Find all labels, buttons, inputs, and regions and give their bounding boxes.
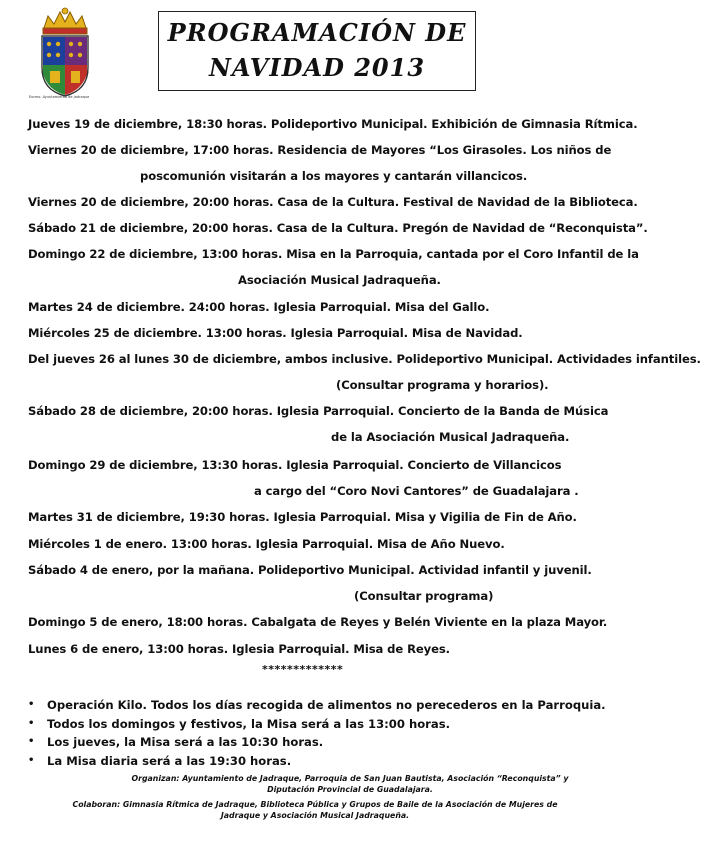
event-15: Lunes 6 de enero, 13:00 horas. Iglesia Parroquial. Misa de Reyes. [28, 642, 450, 656]
event-10-cont: a cargo del “Coro Novi Cantores” de Guadalajara . [254, 484, 579, 498]
note-item [28, 735, 606, 754]
bullet-icon: • [28, 717, 35, 729]
note-text: Los jueves, la Misa será a las 10:30 horas. [47, 735, 324, 749]
event-2: Viernes 20 de diciembre, 17:00 horas. Residencia de Mayores “Los Girasoles. Los niños de [28, 143, 612, 157]
event-1: Jueves 19 de diciembre, 18:30 horas. Polideportivo Municipal. Exhibición de Gimnasia Rítmica. [28, 117, 638, 131]
note-item [28, 717, 606, 736]
event-5-cont: Asociación Musical Jadraqueña. [238, 273, 441, 287]
coat-of-arms [30, 6, 100, 101]
collaborators-line-1: Colaboran: Gimnasia Rítmica de Jadraque, Biblioteca Pública y Grupos de Baile de la Asociación de Mujeres de [72, 800, 558, 809]
event-8-cont: (Consultar programa y horarios). [336, 378, 549, 392]
event-3: Viernes 20 de diciembre, 20:00 horas. Casa de la Cultura. Festival de Navidad de la Biblioteca. [28, 195, 638, 209]
event-10: Domingo 29 de diciembre, 13:30 horas. Iglesia Parroquial. Concierto de Villancicos [28, 458, 562, 472]
bullet-icon: • [28, 754, 35, 766]
crest-caption: Excmo. Ayuntamiento de Jadraque [28, 95, 90, 99]
event-7: Miércoles 25 de diciembre. 13:00 horas. Iglesia Parroquial. Misa de Navidad. [28, 326, 523, 340]
event-4: Sábado 21 de diciembre, 20:00 horas. Casa de la Cultura. Pregón de Navidad de “Reconquista”. [28, 221, 648, 235]
organizers-line-1: Organizan: Ayuntamiento de Jadraque, Parroquia de San Juan Bautista, Asociación “Reconquista” y [131, 774, 569, 783]
bullet-icon: • [28, 699, 35, 710]
event-5: Domingo 22 de diciembre, 13:00 horas. Misa en la Parroquia, cantada por el Coro Infantil de la [28, 247, 639, 261]
event-9: Sábado 28 de diciembre, 20:00 horas. Iglesia Parroquial. Concierto de la Banda de Música [28, 404, 609, 418]
event-6: Martes 24 de diciembre. 24:00 horas. Iglesia Parroquial. Misa del Gallo. [28, 300, 490, 314]
organizers [120, 773, 580, 795]
title-line-1: PROGRAMACIÓN DE [167, 18, 467, 47]
event-14: Domingo 5 de enero, 18:00 horas. Cabalgata de Reyes y Belén Viviente en la plaza Mayor. [28, 615, 608, 629]
note-text: Operación Kilo. Todos los días recogida de alimentos no perecederos en la Parroquia. [47, 698, 606, 712]
event-13: Sábado 4 de enero, por la mañana. Polideportivo Municipal. Actividad infantil y juvenil. [28, 563, 592, 577]
event-2-cont: poscomunión visitarán a los mayores y cantarán villancicos. [140, 169, 528, 183]
note-item [28, 698, 606, 717]
note-item [28, 754, 606, 773]
page-title [159, 15, 475, 85]
collaborators [50, 799, 580, 821]
note-text: La Misa diaria será a las 19:30 horas. [47, 753, 292, 768]
notes-list [28, 698, 606, 772]
bullet-icon: • [28, 736, 35, 747]
event-11: Martes 31 de diciembre, 19:30 horas. Iglesia Parroquial. Misa y Vigilia de Fin de Año. [28, 510, 577, 524]
separator: ************* [262, 663, 344, 676]
event-8: Del jueves 26 al lunes 30 de diciembre, ambos inclusive. Polideportivo Municipal. Actividades infantiles. [28, 352, 701, 366]
organizers-line-2: Diputación Provincial de Guadalajara. [267, 785, 433, 794]
title-line-2: NAVIDAD 2013 [208, 53, 426, 82]
note-text: Todos los domingos y festivos, la Misa será a las 13:00 horas. [47, 716, 451, 731]
event-13-cont: (Consultar programa) [354, 589, 494, 603]
event-9-cont: de la Asociación Musical Jadraqueña. [331, 430, 570, 444]
title-box [158, 11, 476, 91]
collaborators-line-2: Jadraque y Asociación Musical Jadraqueña. [220, 811, 410, 820]
event-12: Miércoles 1 de enero. 13:00 horas. Iglesia Parroquial. Misa de Año Nuevo. [28, 537, 505, 551]
